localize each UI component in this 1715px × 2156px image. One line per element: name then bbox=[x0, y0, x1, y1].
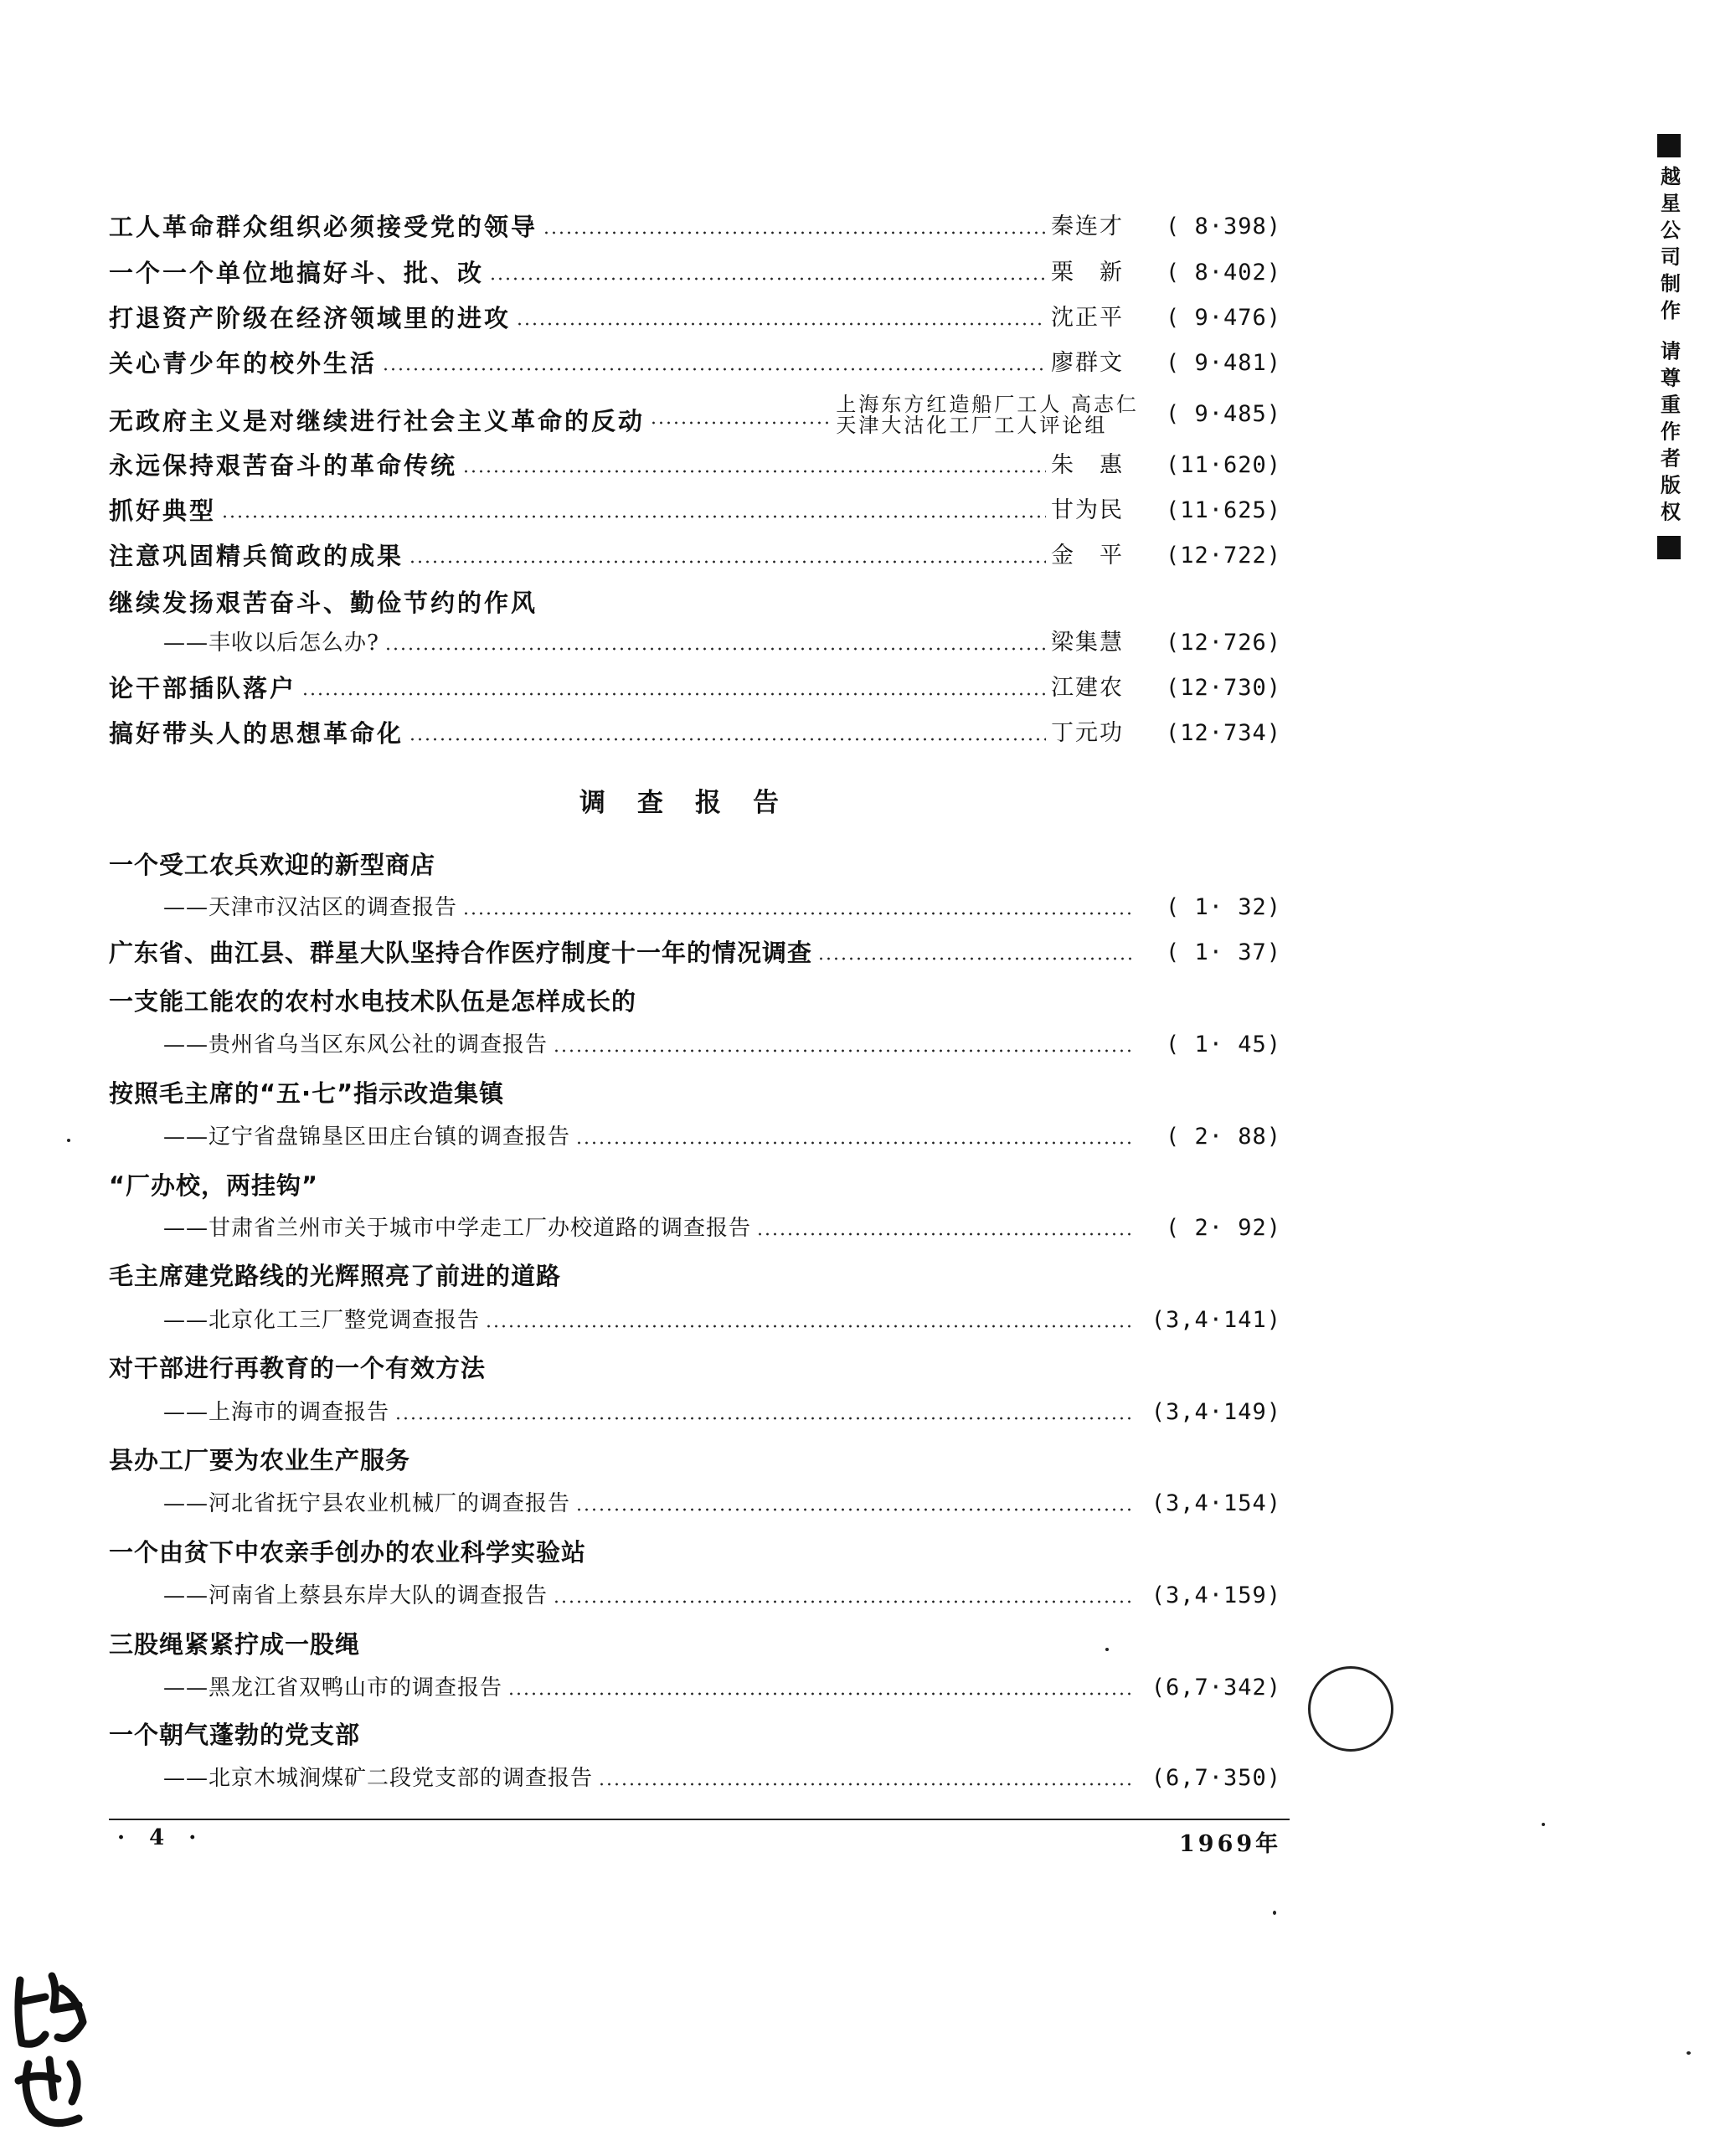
leader-dots bbox=[409, 560, 1046, 563]
toc-entry-heading[interactable] bbox=[109, 1072, 1281, 1109]
watermark-strip bbox=[1652, 134, 1686, 603]
entry-author-group bbox=[836, 394, 1139, 436]
entry-subtitle: ——黑龙江省双鸭山市的调查报告 bbox=[163, 1675, 503, 1701]
entry-subtitle: ——丰收以后怎么办? bbox=[163, 630, 379, 656]
section-heading: 调查报告 bbox=[579, 788, 811, 818]
toc-entry[interactable] bbox=[109, 389, 1281, 436]
entry-author-line: 上海东方红造船厂工人 高志仁 bbox=[836, 393, 1139, 416]
toc-entry[interactable] bbox=[109, 251, 1281, 288]
leader-dots bbox=[384, 647, 1046, 651]
entry-author: 廖群文 bbox=[1051, 350, 1124, 376]
toc-entry-sub[interactable] bbox=[109, 1391, 1281, 1428]
toc-entry[interactable] bbox=[109, 931, 1281, 968]
entry-title: 抓好典型 bbox=[109, 497, 217, 525]
circle-mark bbox=[1308, 1666, 1393, 1752]
entry-subtitle: ——北京化工三厂整党调查报告 bbox=[163, 1308, 481, 1333]
toc-entry[interactable] bbox=[109, 712, 1281, 749]
entry-subtitle: ——河北省抚宁县农业机械厂的调查报告 bbox=[163, 1491, 571, 1516]
entry-ref: (3,4·154) bbox=[1151, 1490, 1281, 1516]
leader-dots bbox=[575, 1508, 1134, 1511]
entry-ref: ( 8·398) bbox=[1165, 214, 1281, 239]
entry-ref: ( 9·485) bbox=[1165, 401, 1281, 427]
entry-subtitle: ——河南省上蔡县东岸大队的调查报告 bbox=[163, 1583, 548, 1608]
entry-title: 继续发扬艰苦奋斗、勤俭节约的作风 bbox=[109, 589, 538, 617]
toc-entry[interactable] bbox=[109, 489, 1281, 526]
toc-entry-heading[interactable] bbox=[109, 1713, 1281, 1750]
leader-dots bbox=[382, 368, 1046, 371]
entry-ref: (12·722) bbox=[1165, 543, 1281, 569]
entry-author: 栗 新 bbox=[1051, 260, 1124, 286]
toc-entry-sub[interactable] bbox=[109, 1757, 1281, 1793]
page-number: · 4 · bbox=[117, 1825, 205, 1850]
print-speck bbox=[1105, 1648, 1109, 1651]
toc-entry[interactable] bbox=[109, 342, 1281, 378]
entry-subtitle: ——上海市的调查报告 bbox=[163, 1400, 390, 1425]
entry-ref: (6,7·342) bbox=[1151, 1675, 1281, 1701]
leader-dots bbox=[394, 1417, 1134, 1420]
entry-subtitle: ——天津市汉沽区的调查报告 bbox=[163, 895, 458, 920]
entry-subtitle: ——甘肃省兰州市关于城市中学走工厂办校道路的调查报告 bbox=[163, 1216, 752, 1241]
strip-block-bottom bbox=[1657, 536, 1681, 559]
entry-ref: ( 2· 92) bbox=[1165, 1215, 1281, 1241]
footer-rule bbox=[109, 1819, 1290, 1820]
entry-title: 论干部插队落户 bbox=[109, 674, 297, 702]
leader-dots bbox=[409, 738, 1046, 741]
leader-dots bbox=[221, 515, 1046, 518]
watermark-text: 越星公司制作 请尊重作者版权 bbox=[1656, 166, 1681, 528]
toc-entry-sub[interactable] bbox=[109, 1482, 1281, 1519]
entry-subtitle: ——北京木城涧煤矿二段党支部的调查报告 bbox=[163, 1766, 594, 1791]
toc-entry[interactable] bbox=[109, 296, 1281, 333]
entry-author: 朱 惠 bbox=[1051, 452, 1124, 478]
entry-subtitle: ——辽宁省盘锦垦区田庄台镇的调查报告 bbox=[163, 1124, 571, 1150]
leader-dots bbox=[756, 1232, 1134, 1236]
leader-dots bbox=[489, 277, 1046, 280]
entry-subtitle: ——贵州省乌当区东风公社的调查报告 bbox=[163, 1032, 548, 1057]
entry-ref: (3,4·141) bbox=[1151, 1307, 1281, 1333]
toc-entry-sub[interactable] bbox=[109, 621, 1281, 658]
entry-title: 毛主席建党路线的光辉照亮了前进的道路 bbox=[109, 1262, 562, 1290]
leader-dots bbox=[817, 957, 1134, 960]
entry-author: 梁集慧 bbox=[1051, 630, 1124, 656]
entry-title: 搞好带头人的思想革命化 bbox=[109, 719, 404, 748]
entry-ref: ( 2· 88) bbox=[1165, 1124, 1281, 1150]
entry-title: 一个受工农兵欢迎的新型商店 bbox=[109, 851, 436, 879]
entry-title: 工人革命群众组织必须接受党的领导 bbox=[109, 213, 538, 241]
entry-ref: (3,4·149) bbox=[1151, 1399, 1281, 1425]
leader-dots bbox=[507, 1692, 1134, 1695]
toc-entry-heading[interactable] bbox=[109, 980, 1281, 1016]
toc-entry-heading[interactable] bbox=[109, 843, 1281, 880]
toc-entry-sub[interactable] bbox=[109, 1207, 1281, 1243]
entry-author: 沈正平 bbox=[1051, 305, 1124, 331]
entry-ref: (6,7·350) bbox=[1151, 1765, 1281, 1791]
entry-author: 金 平 bbox=[1051, 543, 1124, 569]
entry-ref: (12·730) bbox=[1165, 675, 1281, 701]
seal-stamp-icon bbox=[12, 1963, 92, 2139]
entry-title: 县办工厂要为农业生产服务 bbox=[109, 1446, 411, 1474]
entry-title: 永远保持艰苦奋斗的革命传统 bbox=[109, 451, 458, 480]
leader-dots bbox=[516, 322, 1046, 326]
entry-title: 无政府主义是对继续进行社会主义革命的反动 bbox=[109, 407, 646, 435]
toc-entry-heading[interactable] bbox=[109, 1623, 1281, 1659]
toc-entry-heading[interactable] bbox=[109, 1346, 1281, 1383]
entry-title: 一个一个单位地搞好斗、批、改 bbox=[109, 259, 485, 287]
leader-dots bbox=[598, 1783, 1134, 1786]
entry-ref: ( 1· 37) bbox=[1165, 939, 1281, 965]
toc-entry-sub[interactable] bbox=[109, 1115, 1281, 1152]
entry-title: 注意巩固精兵简政的成果 bbox=[109, 542, 404, 570]
toc-entry[interactable] bbox=[109, 444, 1281, 481]
entry-ref: (11·620) bbox=[1165, 452, 1281, 478]
entry-ref: (11·625) bbox=[1165, 497, 1281, 523]
leader-dots bbox=[301, 692, 1046, 696]
entry-author: 江建农 bbox=[1051, 675, 1124, 701]
entry-ref: (12·734) bbox=[1165, 720, 1281, 746]
entry-author: 丁元功 bbox=[1051, 720, 1124, 746]
entry-ref: (12·726) bbox=[1165, 630, 1281, 656]
toc-entry-sub[interactable] bbox=[109, 1299, 1281, 1335]
entry-title: 广东省、曲江县、群星大队坚持合作医疗制度十一年的情况调查 bbox=[109, 939, 813, 967]
leader-dots bbox=[553, 1049, 1134, 1052]
entry-title: “厂办校，两挂钩” bbox=[109, 1171, 319, 1200]
leader-dots bbox=[485, 1325, 1134, 1328]
leader-dots bbox=[575, 1141, 1134, 1145]
toc-entry[interactable] bbox=[109, 534, 1281, 571]
toc-entry-sub[interactable] bbox=[109, 886, 1281, 923]
toc-entry-sub[interactable] bbox=[109, 1666, 1281, 1703]
entry-title: 三股绳紧紧拧成一股绳 bbox=[109, 1630, 361, 1659]
toc-entry-heading[interactable] bbox=[109, 581, 1281, 618]
leader-dots bbox=[462, 470, 1046, 473]
toc-entry[interactable] bbox=[109, 666, 1281, 703]
entry-author: 甘为民 bbox=[1051, 497, 1124, 523]
print-speck bbox=[1542, 1823, 1545, 1826]
toc-entry[interactable] bbox=[109, 205, 1281, 242]
entry-author: 秦连才 bbox=[1051, 214, 1124, 239]
strip-block-top bbox=[1657, 134, 1681, 157]
entry-title: 按照毛主席的“五·七”指示改造集镇 bbox=[109, 1079, 505, 1108]
leader-dots bbox=[553, 1600, 1134, 1603]
toc-entry-heading[interactable] bbox=[109, 1438, 1281, 1475]
entry-ref: ( 1· 32) bbox=[1165, 894, 1281, 920]
entry-title: 一支能工能农的农村水电技术队伍是怎样成长的 bbox=[109, 987, 637, 1016]
print-speck bbox=[1687, 2051, 1691, 2055]
entry-ref: ( 9·481) bbox=[1165, 350, 1281, 376]
leader-dots bbox=[650, 421, 831, 425]
toc-entry-sub[interactable] bbox=[109, 1574, 1281, 1611]
entry-title: 关心青少年的校外生活 bbox=[109, 349, 378, 378]
entry-title: 对干部进行再教育的一个有效方法 bbox=[109, 1354, 487, 1382]
entry-author-line: 天津大沽化工厂工人评论组 bbox=[836, 414, 1108, 437]
entry-title: 一个由贫下中农亲手创办的农业科学实验站 bbox=[109, 1538, 587, 1567]
print-speck bbox=[1273, 1911, 1276, 1915]
toc-entry-sub[interactable] bbox=[109, 1023, 1281, 1060]
entry-ref: ( 1· 45) bbox=[1165, 1032, 1281, 1057]
toc-entry-heading[interactable] bbox=[109, 1164, 1281, 1201]
toc-entry-heading[interactable] bbox=[109, 1254, 1281, 1291]
leader-dots bbox=[543, 231, 1046, 234]
entry-title: 一个朝气蓬勃的党支部 bbox=[109, 1721, 361, 1749]
entry-ref: ( 8·402) bbox=[1165, 260, 1281, 286]
toc-entry-heading[interactable] bbox=[109, 1531, 1281, 1567]
entry-ref: ( 9·476) bbox=[1165, 305, 1281, 331]
print-speck bbox=[67, 1139, 70, 1142]
entry-ref: (3,4·159) bbox=[1151, 1582, 1281, 1608]
leader-dots bbox=[462, 912, 1134, 915]
entry-title: 打退资产阶级在经济领域里的进攻 bbox=[109, 304, 512, 332]
footer-year: 1969年 bbox=[1179, 1831, 1282, 1857]
